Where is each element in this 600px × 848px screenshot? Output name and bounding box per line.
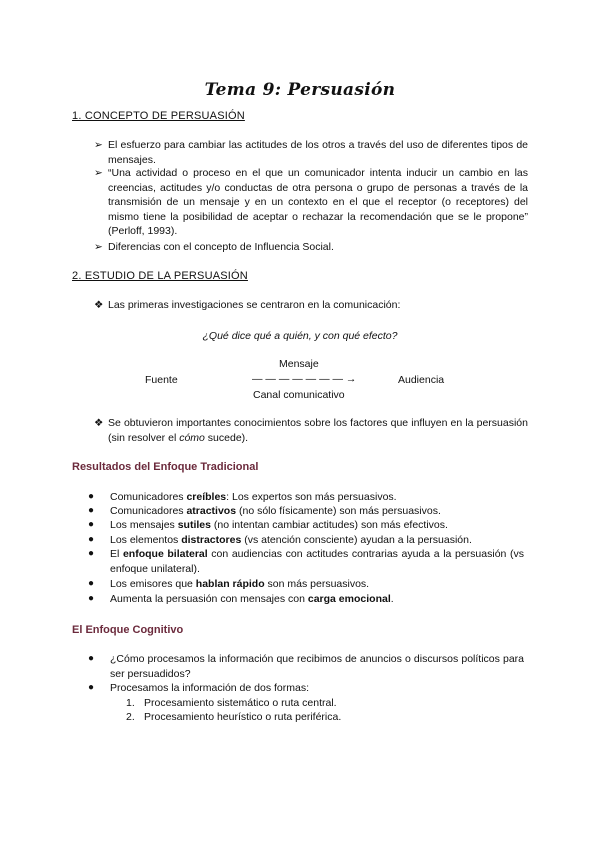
list-item: ➢ “Una actividad o proceso en el que un comunicador intenta inducir un cambio en las creencias, actitudes y/o conductas de otra persona o grupo de personas a través de la transmisión de un mensaje y en un contexto en el que el receptor (o receptores) del mismo tiene la posibilidad de aceptar o rechazar la recomendación que se le propone” (Perloff, 1993). (94, 167, 528, 237)
dot-bullet-icon: ● (88, 593, 95, 604)
diagram-audiencia: Audiencia (398, 374, 445, 386)
numbered-item: 1. Procesamiento sistemático o ruta central. (126, 697, 337, 709)
dot-bullet-icon: ● (88, 653, 95, 664)
list-item: ● El enfoque bilateral con audiencias con actitudes contrarias ayuda a la persuasión (vs enfoque unilateral). (88, 548, 524, 575)
section-heading-estudio: 2. ESTUDIO DE LA PERSUASIÓN (72, 270, 248, 282)
research-question: ¿Qué dice qué a quién, y con qué efecto? (202, 330, 398, 342)
list-item: ➢ El esfuerzo para cambiar las actitudes de los otros a través del uso de diferentes tipos de mensajes. (94, 139, 528, 166)
list-item: ❖ Las primeras investigaciones se centraron en la comunicación: (94, 299, 401, 311)
section-heading-concepto: 1. CONCEPTO DE PERSUASIÓN (72, 110, 245, 122)
page-title: Tema 9: Persuasión (204, 80, 396, 100)
list-item: ● Los mensajes sutiles (no intentan cambiar actitudes) son más efectivos. (88, 519, 448, 531)
list-item: ➢ Diferencias con el concepto de Influencia Social. (94, 241, 334, 253)
numbered-item: 2. Procesamiento heurístico o ruta periférica. (126, 711, 342, 723)
diagram-canal: Canal comunicativo (253, 389, 345, 401)
section-heading-resultados: Resultados del Enfoque Tradicional (72, 461, 259, 473)
list-item: ● Los emisores que hablan rápido son más persuasivos. (88, 578, 370, 590)
diamond-bullet-icon: ❖ (94, 417, 104, 429)
arrow-bullet-icon: ➢ (94, 241, 103, 253)
diamond-bullet-icon: ❖ (94, 299, 104, 311)
dot-bullet-icon: ● (88, 491, 95, 502)
dot-bullet-icon: ● (88, 519, 95, 530)
list-item: ● Procesamos la información de dos formas: (88, 682, 310, 694)
dot-bullet-icon: ● (88, 548, 95, 559)
dot-bullet-icon: ● (88, 534, 95, 545)
dot-bullet-icon: ● (88, 682, 95, 693)
list-item: ● ¿Cómo procesamos la información que recibimos de anuncios o discursos políticos para ser persuadidos? (88, 653, 524, 680)
list-item: ❖ Se obtuvieron importantes conocimientos sobre los factores que influyen en la persuasión (sin resolver el cómo sucede). (94, 417, 528, 444)
dot-bullet-icon: ● (88, 578, 95, 589)
list-item: ● Aumenta la persuasión con mensajes con carga emocional. (88, 593, 394, 605)
diagram-arrow: — — — — — — — → (252, 373, 357, 385)
list-item: ● Los elementos distractores (vs atención consciente) ayudan a la persuasión. (88, 534, 472, 546)
list-item: ● Comunicadores creíbles: Los expertos son más persuasivos. (88, 491, 397, 503)
arrow-bullet-icon: ➢ (94, 167, 103, 179)
list-item: ● Comunicadores atractivos (no sólo físicamente) son más persuasivos. (88, 505, 441, 517)
section-heading-cognitivo: El Enfoque Cognitivo (72, 624, 184, 636)
arrow-bullet-icon: ➢ (94, 139, 103, 151)
diagram-mensaje: Mensaje (279, 358, 319, 370)
diagram-fuente: Fuente (145, 374, 178, 386)
dot-bullet-icon: ● (88, 505, 95, 516)
